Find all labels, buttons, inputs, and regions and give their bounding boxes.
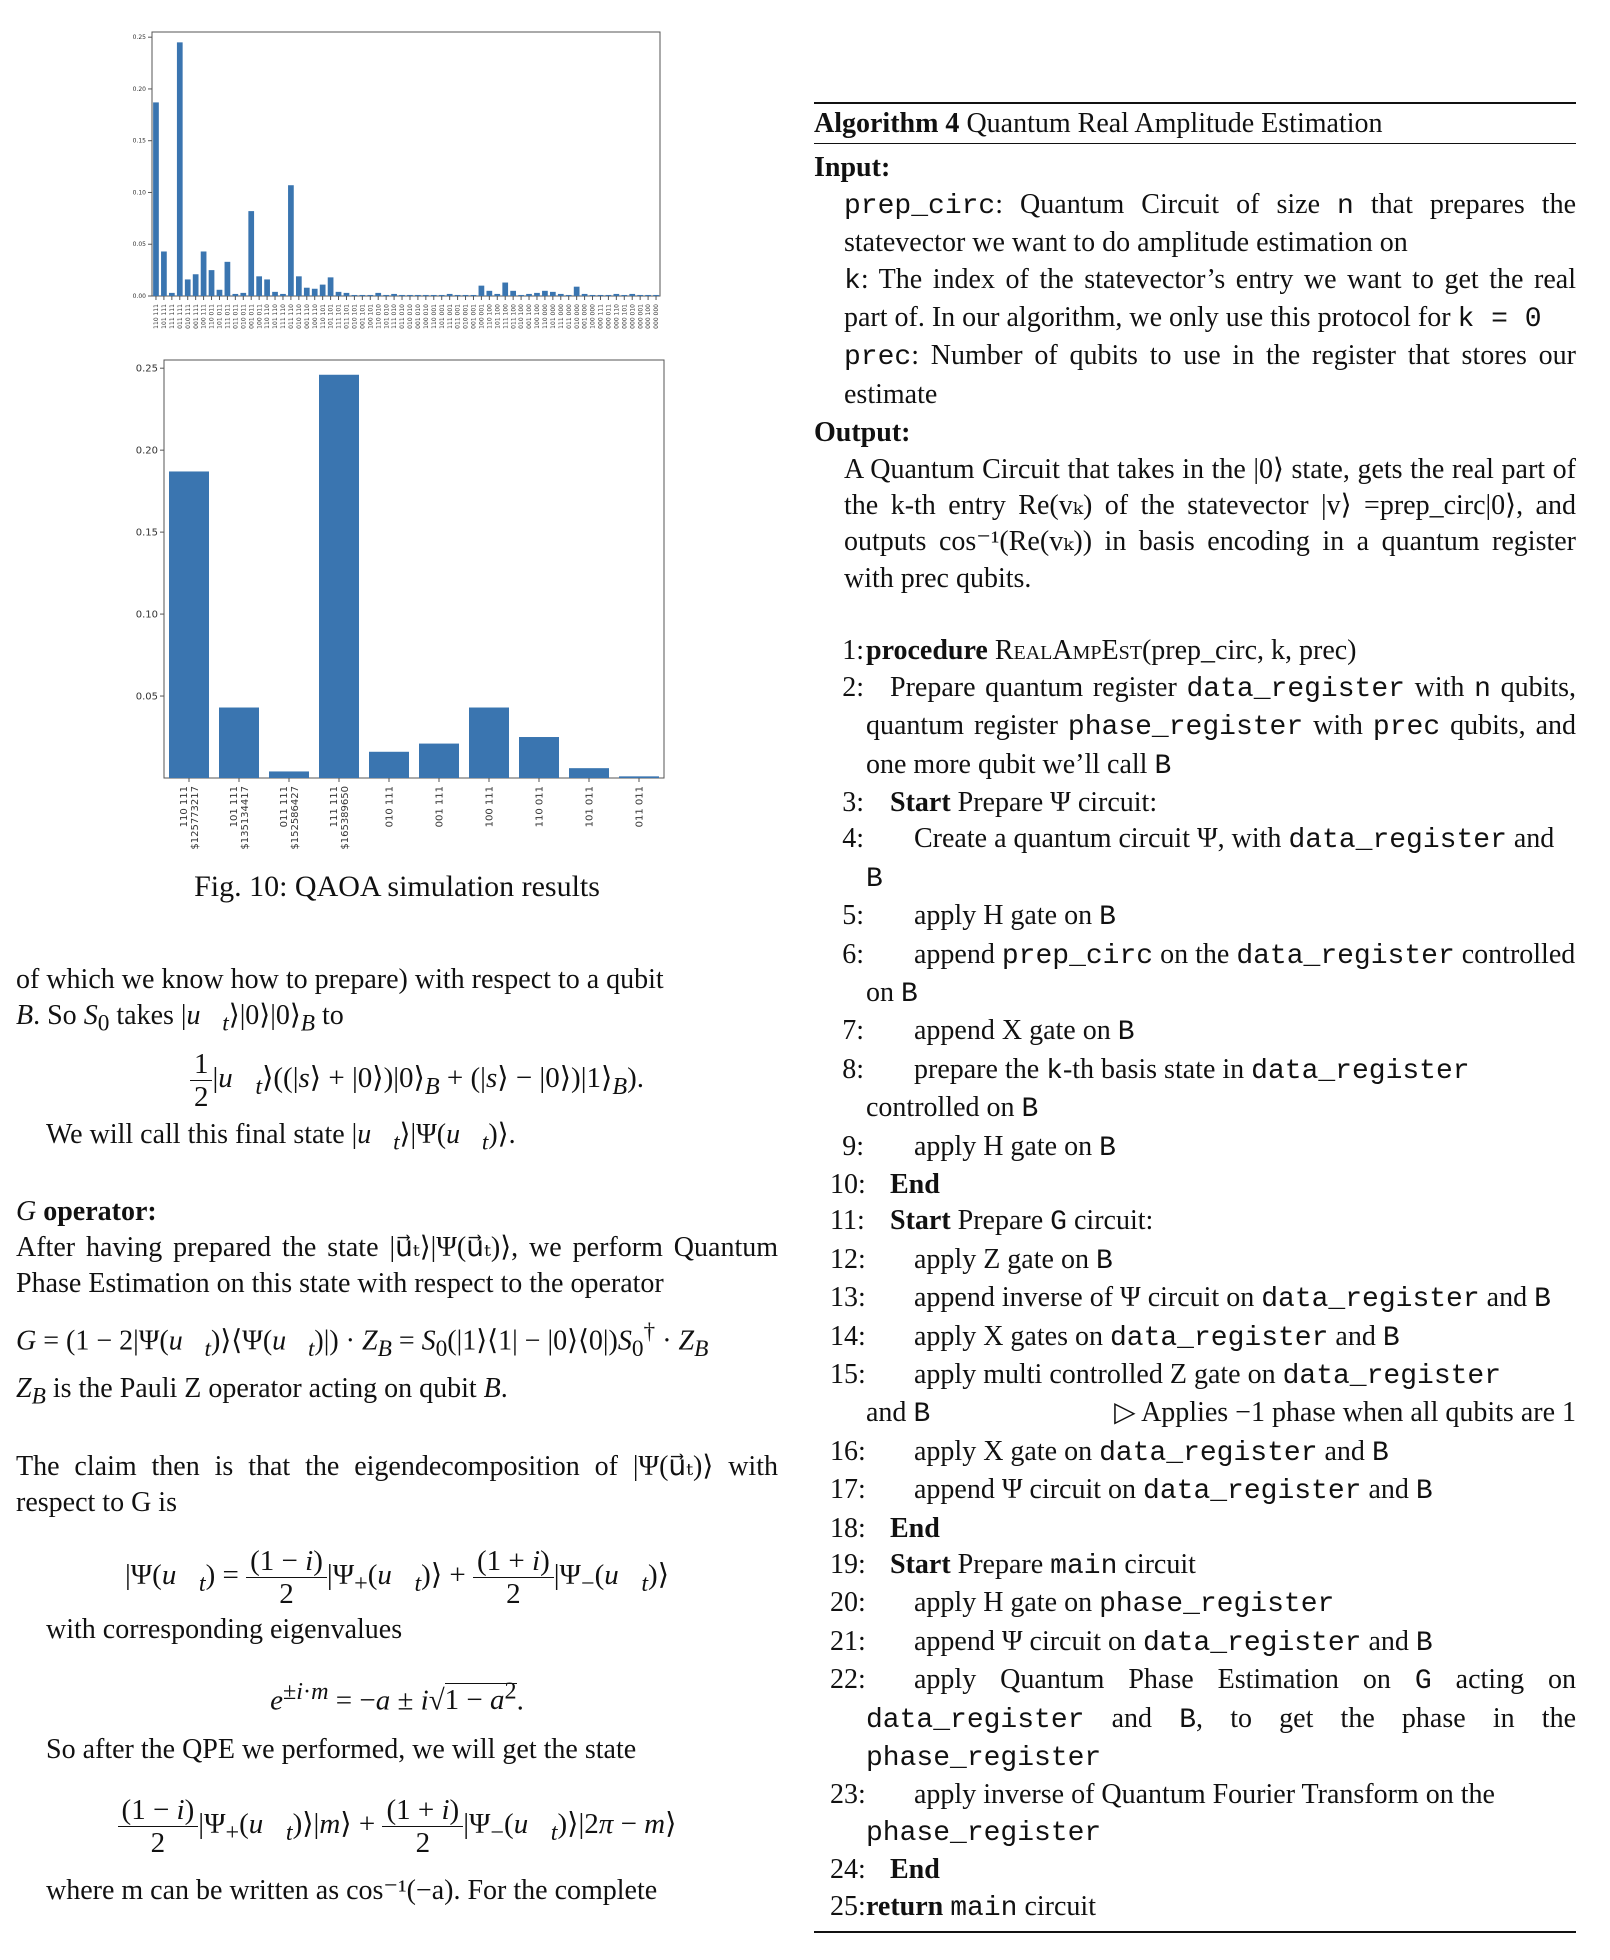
bar bbox=[367, 295, 373, 296]
bar bbox=[296, 276, 302, 296]
algorithm-title: Algorithm 4 Quantum Real Amplitude Estimation bbox=[814, 108, 1383, 139]
bar bbox=[582, 294, 588, 296]
bar bbox=[590, 295, 596, 296]
algorithm-line-22: 22: apply Quantum Phase Estimation on G acting on data_register and B, to get the phase in the phase_register bbox=[830, 1664, 1577, 1775]
bar bbox=[256, 276, 262, 296]
x-tick-label: 011 111 bbox=[176, 304, 184, 329]
bar bbox=[225, 262, 231, 296]
x-tick-label: 110 010 bbox=[375, 304, 383, 329]
bar bbox=[471, 295, 477, 296]
x-tick-label: 100 011 bbox=[256, 304, 264, 329]
x-tick-label: 100 111 bbox=[484, 786, 496, 828]
bar bbox=[502, 283, 508, 296]
algorithm-bottom-rule bbox=[814, 1931, 1576, 1933]
bar bbox=[399, 295, 405, 296]
algorithm-line-9: 9: apply H gate on B bbox=[842, 1130, 1116, 1164]
bar bbox=[486, 291, 492, 296]
paragraph-eigenvalues: with corresponding eigenvalues bbox=[46, 1613, 403, 1645]
x-tick-label: 011 010 bbox=[399, 304, 407, 329]
bar bbox=[169, 471, 209, 778]
x-tick-label: 101 000 bbox=[549, 304, 557, 329]
x-tick-label: 100 001 bbox=[478, 304, 486, 329]
y-tick-label: 0.15 bbox=[132, 137, 146, 145]
x-tick-label: 110 111 bbox=[179, 786, 190, 828]
bar bbox=[359, 295, 365, 296]
algorithm-line-21: 21: append Ψ circuit on data_register and B bbox=[830, 1625, 1433, 1659]
y-tick-label: 0.25 bbox=[132, 34, 146, 42]
bar bbox=[542, 291, 548, 296]
x-tick-label: 111 000 bbox=[557, 304, 565, 329]
bar bbox=[177, 42, 183, 296]
y-tick-label: 0.20 bbox=[135, 445, 158, 457]
algorithm-line-24: 24: End bbox=[830, 1854, 940, 1886]
x-tick-label: 100 110 bbox=[311, 304, 319, 329]
x-tick-label: $135134417 bbox=[240, 786, 251, 850]
x-tick-label: 111 111 bbox=[168, 304, 176, 329]
bar bbox=[352, 295, 358, 296]
y-tick-label: 0.05 bbox=[135, 691, 158, 703]
algorithm-input-prep: prep_circ: Quantum Circuit of size n that prepares the statevector we want to do amplitude estimation on bbox=[844, 188, 1577, 259]
bar bbox=[269, 771, 309, 778]
x-tick-label: 101 111 bbox=[229, 786, 240, 828]
paragraph-after-qpe: So after the QPE we performed, we will get the state bbox=[46, 1734, 637, 1766]
x-tick-label: 101 100 bbox=[494, 304, 502, 329]
bar bbox=[637, 295, 643, 296]
bar bbox=[526, 294, 532, 296]
x-tick-label: 011 110 bbox=[288, 304, 296, 329]
bar bbox=[288, 185, 294, 296]
x-tick-label: 011 111 bbox=[279, 786, 290, 828]
x-tick-label: 010 010 bbox=[407, 304, 415, 329]
algorithm-box bbox=[814, 102, 1576, 1933]
x-tick-label: 111 111 bbox=[329, 786, 340, 828]
x-tick-label: 000 100 bbox=[645, 304, 653, 329]
x-tick-label: 101 110 bbox=[272, 304, 280, 329]
algorithm-line-17: 17: append Ψ circuit on data_register and B bbox=[830, 1474, 1433, 1508]
x-tick-label: 110 011 bbox=[534, 786, 546, 828]
bar bbox=[566, 295, 572, 296]
bar bbox=[209, 270, 215, 296]
bar bbox=[419, 744, 459, 778]
bar bbox=[336, 292, 342, 296]
x-tick-label: 010 011 bbox=[240, 304, 248, 329]
bar bbox=[304, 288, 310, 296]
x-tick-label: 000 001 bbox=[637, 304, 645, 329]
paragraph-claim: The claim then is that the eigendecomposition of |Ψ(u⃗ₜ)⟩ with respect to G is bbox=[16, 1450, 778, 1518]
x-tick-label: 010 110 bbox=[295, 304, 303, 329]
bar bbox=[415, 295, 421, 296]
algorithm-line-11: 11: Start Prepare G circuit: bbox=[830, 1205, 1154, 1239]
bar bbox=[621, 295, 627, 296]
x-tick-label: 110 100 bbox=[486, 304, 494, 329]
equation-eigenvalues: $e^{\pm i\cdot m} = -a \pm i√1 - a^2$. bbox=[270, 1677, 524, 1717]
g-operator-heading: G operator: bbox=[16, 1196, 157, 1228]
bar bbox=[369, 752, 409, 778]
y-tick-label: 0.00 bbox=[132, 293, 146, 300]
x-tick-label: 001 011 bbox=[248, 304, 256, 329]
x-tick-label: 000 000 bbox=[653, 304, 661, 329]
bar bbox=[320, 285, 326, 296]
paragraph-s0: of which we know how to prepare) with respect to a qubit B. So $S_0$ takes $|u⃗_t⟩|0⟩|0⟩_B$ to bbox=[16, 964, 664, 1037]
y-tick-label: 0.10 bbox=[132, 189, 146, 197]
x-tick-label: 001 001 bbox=[470, 304, 478, 329]
algorithm-input-k: k: The index of the statevector’s entry we want to get the real part of. In our algorithm, we only use this protocol for k = 0 bbox=[844, 263, 1576, 336]
x-tick-label: 011 101 bbox=[343, 304, 351, 329]
equation-g: $G = (1 - 2|\Psi(u⃗_t)⟩⟨\Psi(u⃗_t)|) \cdot Z_B$ = $S_0(|1⟩⟨1|$ − $|0⟩⟨0|)S_0^\dagger \cdot Z_B$ bbox=[16, 1319, 709, 1363]
bar bbox=[153, 102, 159, 296]
algorithm-line-18: 18: End bbox=[830, 1512, 940, 1544]
bar bbox=[193, 274, 199, 296]
bar bbox=[569, 768, 609, 778]
x-tick-label: 000 110 bbox=[613, 304, 621, 329]
x-tick-label: 101 001 bbox=[438, 304, 446, 329]
bar bbox=[479, 286, 485, 296]
algorithm-line-10: 10: End bbox=[830, 1168, 940, 1200]
x-tick-label: 010 111 bbox=[184, 304, 192, 329]
x-tick-label: 001 111 bbox=[434, 786, 446, 828]
paragraph-pauli: $Z_B$ is the Pauli Z operator acting on qubit B. bbox=[16, 1373, 508, 1410]
bar bbox=[169, 293, 175, 296]
algorithm-input-label: Input: bbox=[814, 152, 891, 184]
x-tick-label: 000 011 bbox=[605, 304, 613, 329]
bar bbox=[248, 211, 254, 296]
bar bbox=[574, 287, 580, 296]
bar bbox=[344, 293, 350, 296]
bar bbox=[328, 277, 334, 296]
bar bbox=[519, 737, 559, 778]
bar bbox=[375, 293, 381, 296]
x-tick-label: 110 000 bbox=[542, 304, 550, 329]
x-tick-label: 110 101 bbox=[319, 304, 327, 329]
algorithm-line-16: 16: apply X gate on data_register and B bbox=[830, 1435, 1389, 1469]
bar bbox=[431, 295, 437, 296]
algorithm-line-2: 2: Prepare quantum register data_register with n qubits, quantum register phase_register with prec qubits, and one more qubit we’ll call B bbox=[842, 671, 1577, 782]
algorithm-line-13: 13: append inverse of Ψ circuit on data_register and B bbox=[830, 1282, 1551, 1316]
x-tick-label: 110 001 bbox=[430, 304, 438, 329]
algorithm-line-14: 14: apply X gates on data_register and B bbox=[830, 1320, 1400, 1354]
equation-s0: $\frac{1}{2}$ $|u⃗_t⟩((|s⟩$ + $|0⟩)|0⟩_B$ + (|s⟩ − $|0⟩)|1⟩_B$). bbox=[56, 1048, 778, 1113]
bar bbox=[510, 291, 516, 296]
x-tick-label: 000 111 bbox=[597, 304, 605, 329]
bar bbox=[550, 292, 556, 296]
plot-frame bbox=[152, 32, 660, 296]
algorithm-output-label: Output: bbox=[814, 417, 911, 449]
x-tick-label: 101 011 bbox=[584, 786, 596, 828]
x-tick-label: $165389650 bbox=[340, 786, 351, 850]
bar bbox=[272, 292, 278, 296]
x-tick-label: 001 111 bbox=[192, 304, 200, 329]
y-tick-label: 0.25 bbox=[135, 363, 158, 375]
x-tick-label: 101 011 bbox=[216, 304, 224, 329]
x-tick-label: 010 100 bbox=[518, 304, 526, 329]
x-tick-label: 001 000 bbox=[581, 304, 589, 329]
x-tick-label: 111 011 bbox=[224, 304, 232, 329]
x-tick-label: 001 010 bbox=[415, 304, 423, 329]
bar bbox=[185, 279, 191, 296]
paragraph-final-state: We will call this final state $|u⃗_t⟩|\Psi(u⃗_t)⟩$. bbox=[46, 1118, 516, 1156]
paragraph-where: where m can be written as cos⁻¹(−a). For the complete bbox=[46, 1875, 658, 1907]
algorithm-line-20: 20: apply H gate on phase_register bbox=[830, 1587, 1335, 1621]
algorithm-line-12: 12: apply Z gate on B bbox=[830, 1243, 1113, 1277]
bar bbox=[391, 294, 397, 296]
bar bbox=[219, 708, 259, 778]
bar bbox=[653, 295, 659, 296]
x-tick-label: 011 011 bbox=[634, 786, 646, 828]
bar bbox=[407, 295, 413, 296]
bar bbox=[264, 279, 270, 296]
paragraph-qpe: After having prepared the state |u⃗ₜ⟩|Ψ(u⃗ₜ)⟩, we perform Quantum Phase Estimation on this state with respect to the operator bbox=[16, 1232, 778, 1300]
algorithm-title-rule bbox=[814, 143, 1576, 144]
bar bbox=[494, 294, 500, 296]
chart-top bbox=[130, 28, 670, 328]
bar bbox=[629, 294, 635, 296]
bar bbox=[312, 289, 318, 296]
x-tick-label: 001 100 bbox=[526, 304, 534, 329]
bar bbox=[613, 294, 619, 296]
figure-caption: Fig. 10: QAOA simulation results bbox=[194, 870, 600, 903]
bar bbox=[423, 295, 429, 296]
x-tick-label: 100 010 bbox=[422, 304, 430, 329]
algorithm-input-prec: prec: Number of qubits to use in the register that stores our estimate bbox=[844, 340, 1576, 410]
algorithm-line-19: 19: Start Prepare main circuit bbox=[830, 1549, 1196, 1583]
x-tick-label: 010 001 bbox=[462, 304, 470, 329]
bar bbox=[534, 293, 540, 296]
algorithm-steps bbox=[814, 633, 1576, 1927]
algorithm-line-25: 25: return main circuit bbox=[830, 1890, 1096, 1924]
bar bbox=[645, 295, 651, 296]
algorithm-line-5: 5: apply H gate on B bbox=[842, 900, 1116, 934]
x-tick-label: 101 111 bbox=[161, 304, 169, 329]
algorithm-line-23: 23: apply inverse of Quantum Fourier Transform on the phase_register bbox=[830, 1779, 1495, 1849]
bar bbox=[201, 251, 207, 296]
algorithm-line-6: 6: append prep_circ on the data_register controlled on B bbox=[842, 938, 1576, 1010]
bar bbox=[232, 294, 238, 296]
x-tick-label: 011 100 bbox=[510, 304, 518, 329]
x-tick-label: 101 101 bbox=[327, 304, 335, 329]
bar bbox=[606, 295, 612, 296]
x-tick-label: $125773217 bbox=[190, 786, 201, 850]
x-tick-label: 001 101 bbox=[359, 304, 367, 329]
y-tick-label: 0.20 bbox=[132, 85, 146, 93]
x-tick-label: 101 010 bbox=[383, 304, 391, 329]
x-tick-label: $152586427 bbox=[290, 786, 301, 850]
x-tick-label: 110 110 bbox=[264, 304, 272, 329]
algorithm-line-15: 15: apply multi controlled Z gate on data_register and B ▷ Applies −1 phase when all qubits are 1 bbox=[830, 1359, 1576, 1431]
y-tick-label: 0.05 bbox=[132, 241, 146, 249]
x-tick-label: 111 110 bbox=[280, 304, 288, 329]
algorithm-line-1: 1: procedure RealAmpEst(prep_circ, k, prec) bbox=[842, 635, 1357, 667]
equation-final-state: $\frac{(1 - i)}{2}$ $|\Psi_+(u⃗_t)⟩|m⟩$ + $\frac{(1 + i)}{2}$ $|\Psi_-(u⃗_t)⟩|2\pi$ − m⟩ bbox=[16, 1794, 778, 1859]
bar bbox=[619, 776, 659, 778]
x-tick-label: 011 011 bbox=[232, 304, 240, 329]
bar bbox=[217, 290, 223, 296]
x-tick-label: 011 000 bbox=[565, 304, 573, 329]
x-tick-label: 110 111 bbox=[153, 304, 161, 329]
algorithm-comment: ▷ Applies −1 phase when all qubits are 1 bbox=[1114, 1397, 1576, 1429]
x-tick-label: 000 101 bbox=[621, 304, 629, 329]
bar bbox=[240, 293, 246, 296]
chart-bottom bbox=[135, 355, 670, 855]
x-tick-label: 010 000 bbox=[573, 304, 581, 329]
x-tick-label: 111 010 bbox=[391, 304, 399, 329]
x-tick-label: 100 101 bbox=[367, 304, 375, 329]
bar bbox=[598, 295, 604, 296]
x-tick-label: 111 001 bbox=[446, 304, 454, 329]
x-tick-label: 010 101 bbox=[351, 304, 359, 329]
algorithm-line-7: 7: append X gate on B bbox=[842, 1015, 1135, 1049]
x-tick-label: 111 101 bbox=[335, 304, 343, 329]
y-tick-label: 0.10 bbox=[135, 609, 158, 621]
bar bbox=[455, 295, 461, 296]
x-tick-label: 110 011 bbox=[208, 304, 216, 329]
x-tick-label: 100 111 bbox=[200, 304, 208, 329]
algorithm-line-3: 3: Start Prepare Ψ circuit: bbox=[842, 786, 1158, 818]
algorithm-line-4: 4: Create a quantum circuit Ψ, with data_register and B bbox=[842, 823, 1555, 895]
x-tick-label: 011 001 bbox=[454, 304, 462, 329]
algorithm-output-text: A Quantum Circuit that takes in the |0⟩ state, gets the real part of the k-th entry Re(vₖ) of the statevector |v⟩ =prep_circ|0⟩, and outputs cos⁻¹(Re(vₖ)) in basis encoding in a quantum register with prec qubits. bbox=[844, 453, 1576, 594]
x-tick-label: 111 100 bbox=[502, 304, 510, 329]
bar bbox=[383, 295, 389, 296]
x-tick-label: 100 000 bbox=[589, 304, 597, 329]
bar bbox=[518, 295, 524, 296]
algorithm-line-8: 8: prepare the k-th basis state in data_register controlled on B bbox=[842, 1053, 1470, 1126]
x-tick-label: 000 010 bbox=[629, 304, 637, 329]
y-tick-label: 0.15 bbox=[135, 527, 158, 539]
bar bbox=[558, 294, 564, 296]
bar bbox=[439, 295, 445, 296]
bar bbox=[463, 295, 469, 296]
equation-eigendecomposition: $|\Psi(u⃗_t)$ = $\frac{(1 - i)}{2}$ $|\Psi_+(u⃗_t)⟩$ + $\frac{(1 + i)}{2}$ $|\Psi_-(u⃗_t)⟩$ bbox=[124, 1544, 670, 1610]
x-tick-label: 001 110 bbox=[303, 304, 311, 329]
x-tick-label: 010 111 bbox=[384, 786, 396, 828]
left-column bbox=[16, 962, 778, 1909]
bar bbox=[319, 375, 359, 778]
x-tick-label: 100 100 bbox=[534, 304, 542, 329]
bar bbox=[469, 708, 509, 778]
bar bbox=[447, 294, 453, 296]
bar bbox=[280, 294, 286, 296]
bar bbox=[161, 251, 167, 296]
